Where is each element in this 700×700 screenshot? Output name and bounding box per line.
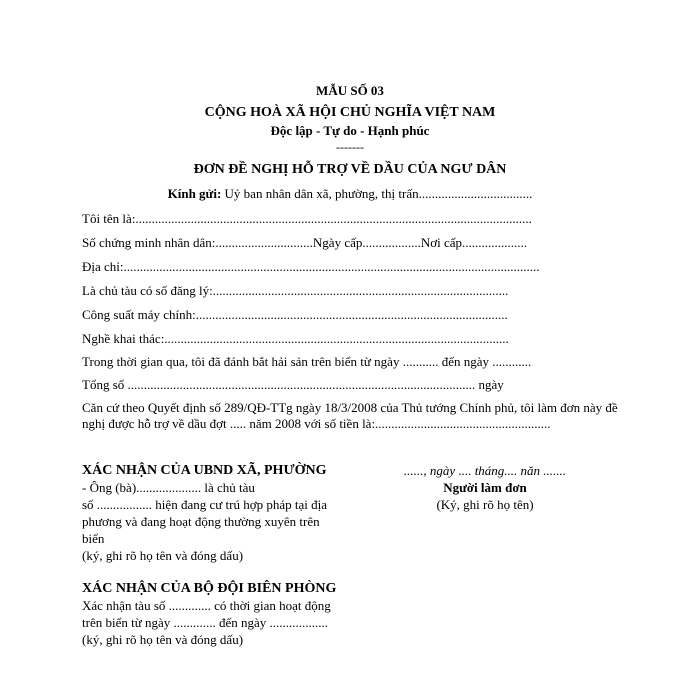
commune-sign-note: (ký, ghi rõ họ tên và đóng dấu) [82,548,244,563]
commune-confirm-heading: XÁC NHẬN CỦA UBND XÃ, PHƯỜNG [82,463,327,478]
field-engine: Công suất máy chính:................................................................................................ [82,307,508,322]
border-guard-confirm-heading: XÁC NHẬN CỦA BỘ ĐỘI BIÊN PHÒNG [82,581,337,596]
commune-confirm-section [82,462,342,564]
recipient-line [40,186,660,202]
applicant-label: Người làm đơn [443,480,527,495]
header-divider: ------- [336,140,364,154]
recipient-text: Uỷ ban nhân dân xã, phường, thị trấn................................... [221,186,533,201]
document-title: ĐƠN ĐỀ NGHỊ HỖ TRỢ VỀ DẦU CỦA NGƯ DÂN [193,162,507,177]
applicant-date-line: ......, ngày .... tháng.... năn ....... [403,463,567,478]
field-period: Trong thời gian qua, tôi đã đánh bắt hải sản trên biển từ ngày ........... đến ngày ............ [82,354,532,369]
commune-confirm-line1: - Ông (bà).................... là chủ tàu [82,480,255,495]
field-fishing: Nghề khai thác:.......................................................................................................... [82,331,509,346]
field-total: Tổng số ........................................................................................................... ngày [82,377,504,392]
field-basis: Căn cứ theo Quyết định số 289/QĐ-TTg ngày 18/3/2008 của Thủ tướng Chính phủ, tôi làm đơn này đề nghị được hỗ trợ về dầu đợt ..... năm 2008 với số tiền là:...................................................... [82,400,618,431]
commune-confirm-line2: số ................. hiện đang cư trú hợp pháp tại địa phương và đang hoạt động thường xuyên trên biển [82,497,327,546]
nation-name: CỘNG HOÀ XÃ HỘI CHỦ NGHĨA VIỆT NAM [204,105,496,120]
field-name: Tôi tên là:.......................................................................................................................... [82,211,532,226]
field-address: Địa chỉ:................................................................................................................................ [82,259,540,274]
border-guard-sign-note: (ký, ghi rõ họ tên và đóng dấu) [82,632,244,647]
applicant-sign-section [360,462,610,513]
field-id-card: Số chứng minh nhân dân:..............................Ngày cấp..................Nơi cấp.................... [82,235,528,250]
border-guard-confirm-section [82,580,342,648]
form-code: MẪU SỐ 03 [316,83,384,98]
applicant-sign-note: (Ký, ghi rõ họ tên) [436,497,534,512]
border-guard-confirm-body: Xác nhận tàu số ............. có thời gian hoạt động trên biển từ ngày ............. đến ngày .................. [82,598,331,630]
motto: Độc lập - Tự do - Hạnh phúc [270,123,430,138]
field-owner: Là chủ tàu có số đăng lý:........................................................................................... [82,283,509,298]
recipient-label: Kính gửi: [167,186,222,201]
